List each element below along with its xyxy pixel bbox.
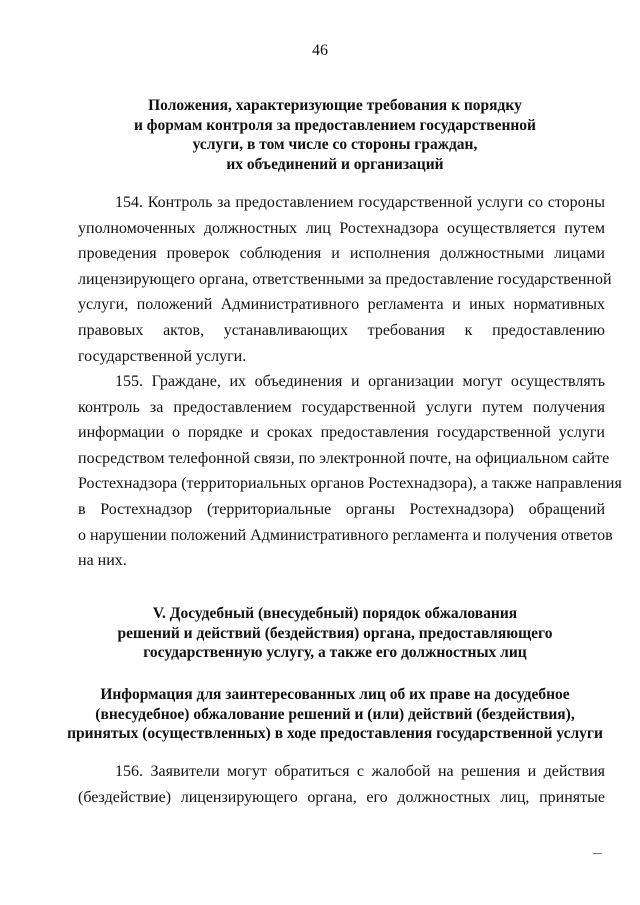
heading-line: услуги, в том числе со стороны граждан, [192,136,478,153]
heading-line: Информация для заинтересованных лиц об их праве на досудебное [100,686,570,703]
heading-line: V. Досудебный (внесудебный) порядок обжалования [152,605,518,622]
section-heading-appeal-info [60,685,610,744]
heading-line: решений и действий (бездействия) органа, предоставляющего [117,624,553,642]
heading-line: государственную услугу, а также его должностных лиц [143,644,527,661]
paragraph-155 [78,369,622,574]
page-number: 46 [312,42,328,59]
paragraph-line: услуги, положений Административного регламента и иных нормативных [78,296,605,314]
paragraph-line: государственной услуги. [78,347,247,365]
paragraph-line: (бездействие) лицензирующего органа, его должностных лиц, принятые [78,788,605,806]
paragraph-line: посредством телефонной связи, по электронной почте, на официальном сайте [78,449,610,467]
paragraph-line: контроль за предоставлением государственной услуги путем получения [78,398,605,416]
heading-line: Положения, характеризующие требования к порядку [148,97,522,114]
heading-line: (внесудебное) обжалование решений и (или) действий (бездействия), [95,705,575,723]
paragraph-line: правовых актов, устанавливающих требования к предоставлению [78,321,605,339]
scan-artifact [593,853,602,854]
paragraph-154 [78,190,612,369]
paragraph-line: лицензирующего органа, ответственными за предоставление государственной [78,270,612,288]
paragraph-line: на них. [78,552,127,570]
heading-line: их объединений и организаций [226,155,444,173]
heading-line: принятых (осуществленных) в ходе предоставления государственной услуги [67,725,603,742]
section-heading-control [60,96,610,174]
heading-line: и формам контроля за предоставлением государственной [133,116,536,134]
paragraph-line: проведения проверок соблюдения и исполнения должностными лицами [78,245,605,263]
paragraph-line: о нарушении положений Административного регламента и получения ответов [78,526,613,544]
paragraph-line: в Ростехнадзор (территориальные органы Ростехнадзора) обращений [78,500,605,518]
paragraph-line: 156. Заявители могут обратиться с жалобой на решения и действия [115,763,605,780]
paragraph-156 [78,759,605,810]
paragraph-line: уполномоченных должностных лиц Ростехнадзора осуществляется путем [78,219,605,237]
paragraph-line: 154. Контроль за предоставлением государственной услуги со стороны [115,194,605,211]
paragraph-line: информации о порядке и сроках предоставления государственной услуги [78,424,605,442]
chapter-heading-appeal [60,604,610,663]
paragraph-line: Ростехнадзора (территориальных органов Ростехнадзора), а также направления [78,475,622,493]
paragraph-line: 155. Граждане, их объединения и организации могут осуществлять [115,373,605,390]
